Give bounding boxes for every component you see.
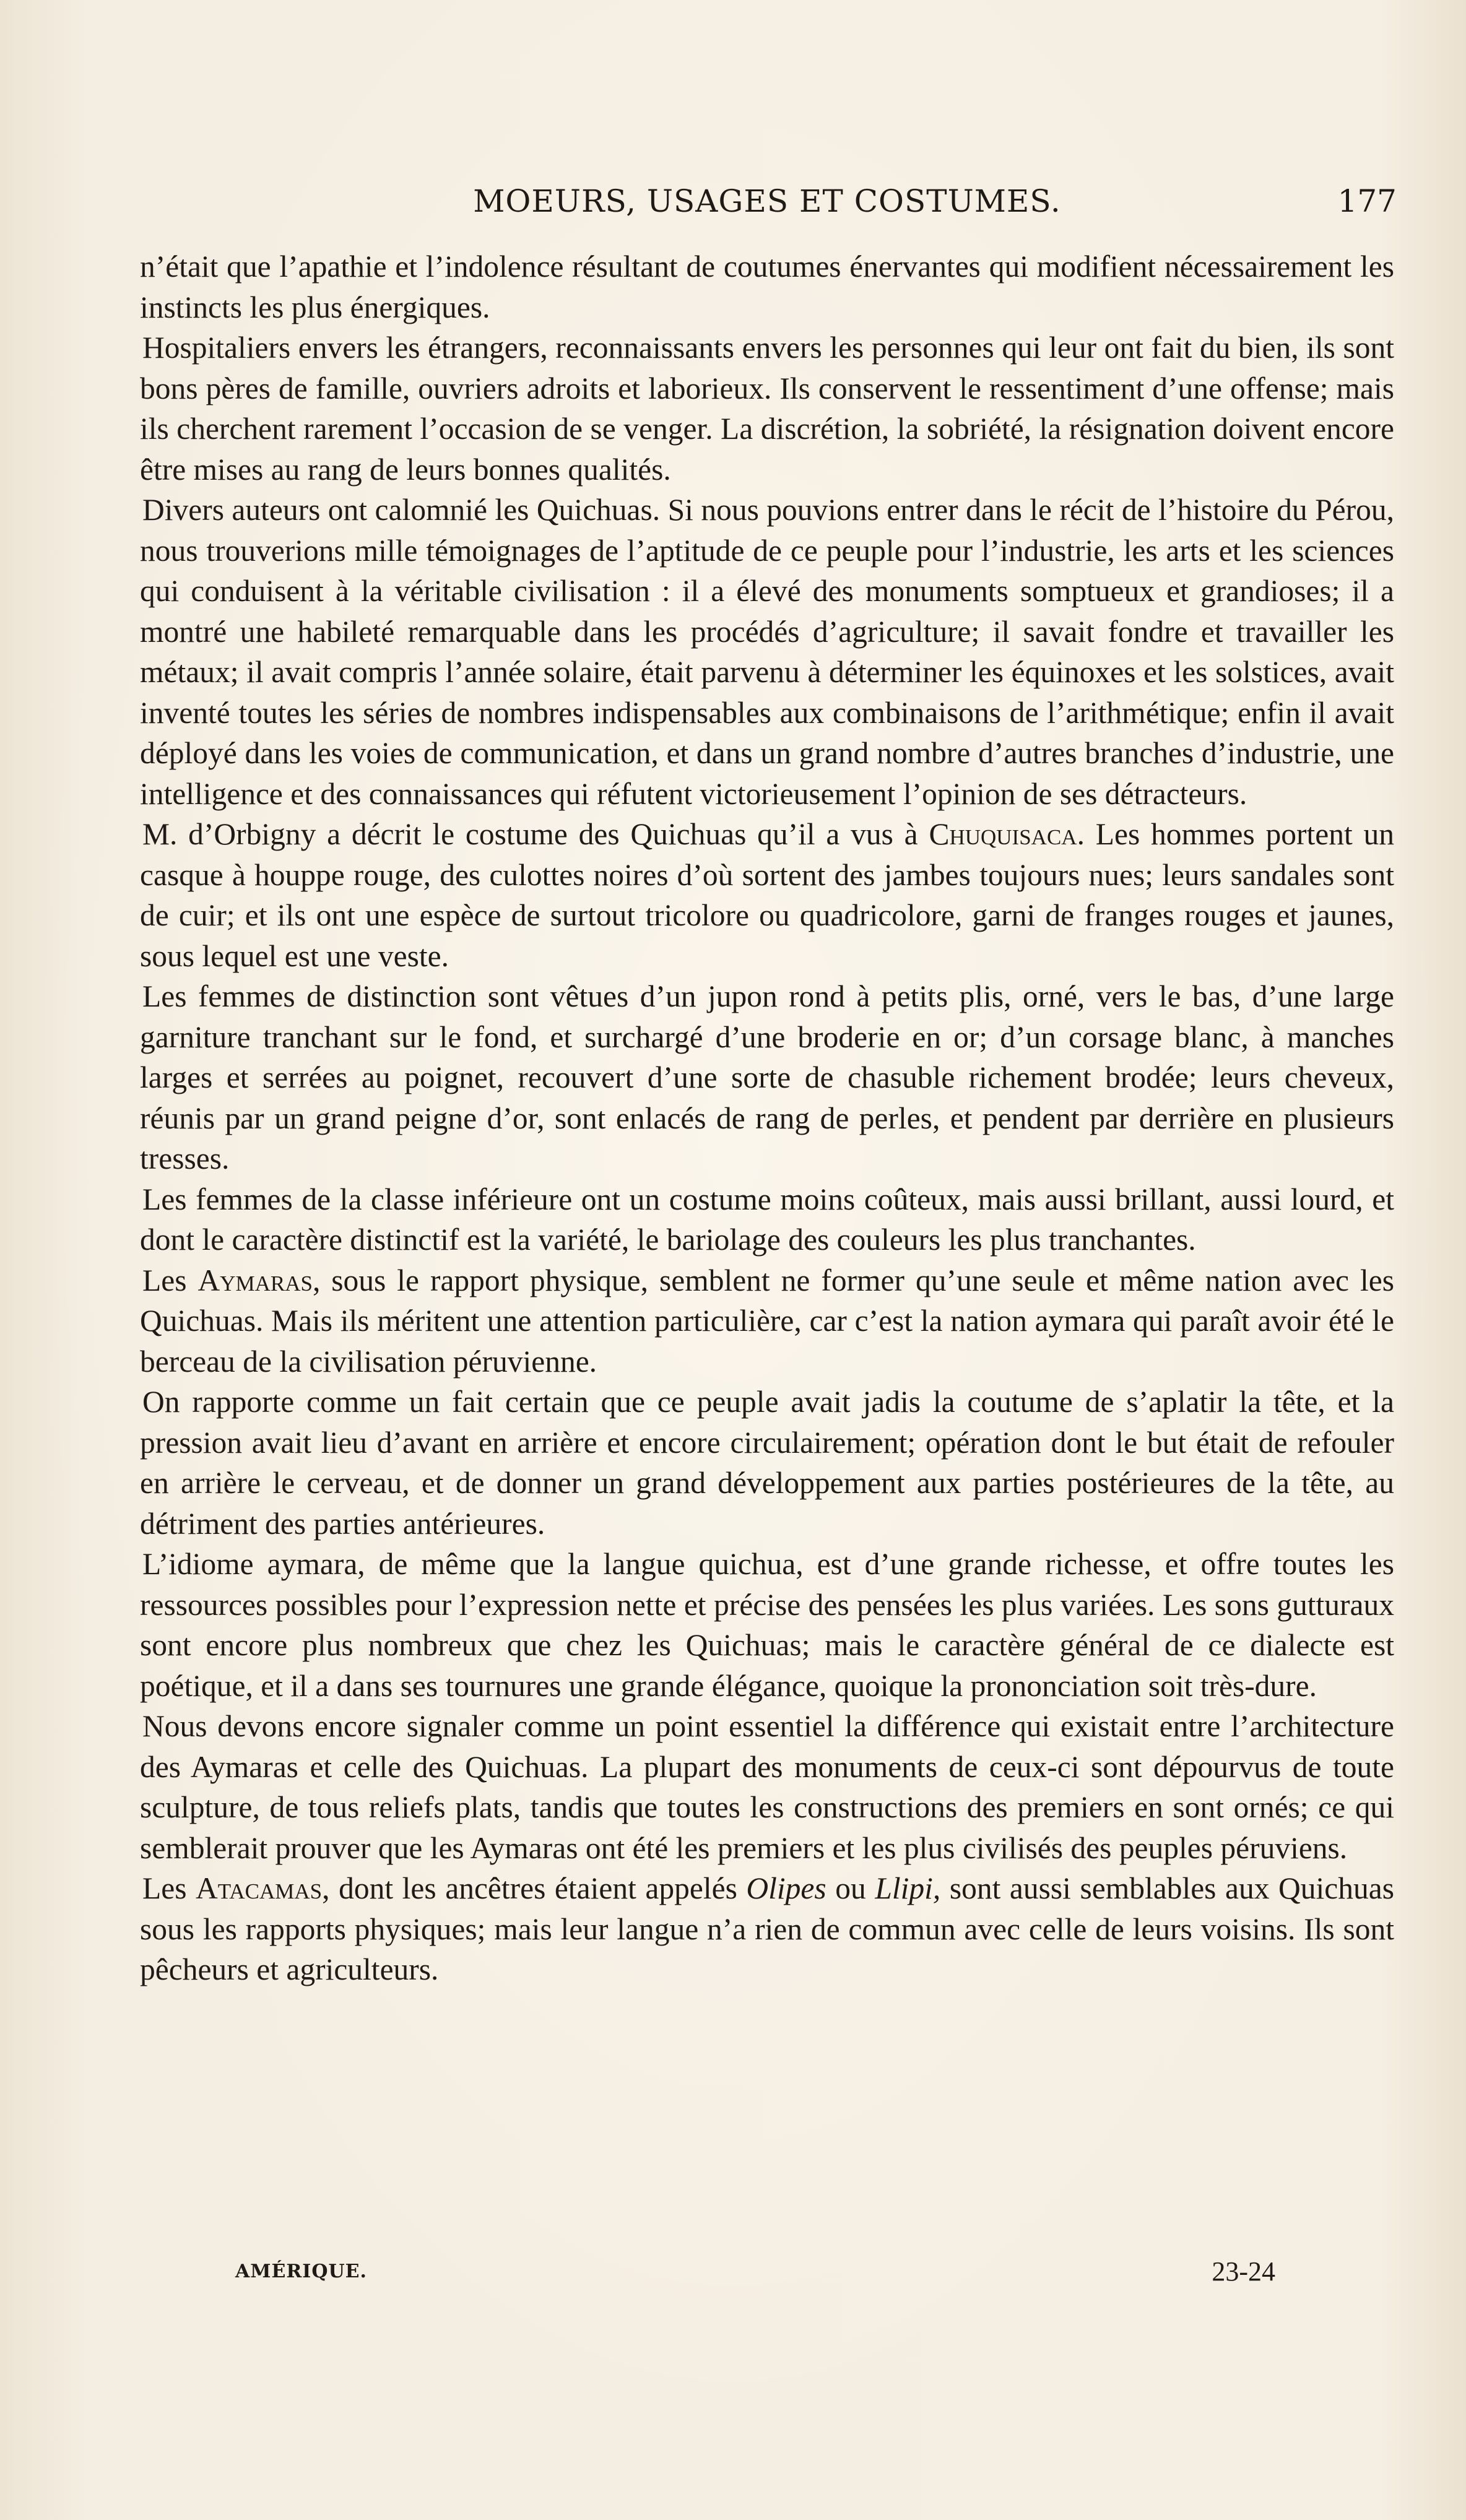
paragraph xyxy=(140,1868,1394,1990)
page-footer xyxy=(235,2253,1275,2290)
paragraph xyxy=(140,327,1394,490)
text-segment: Les xyxy=(142,1263,198,1297)
paragraph xyxy=(140,1544,1394,1706)
paragraph xyxy=(140,976,1394,1179)
text-segment: Les xyxy=(142,1871,196,1905)
paragraph xyxy=(140,246,1394,327)
text-segment: . Les hommes portent un casque à houppe rouge, des culottes noires d’où sortent des jambes toujours nues; leurs sandales sont de cuir; et ils ont une espèce de surtout tricolore ou quadricolore, garni de franges rouges et jaunes, sous lequel est une veste. xyxy=(140,817,1394,973)
paragraph xyxy=(140,1179,1394,1260)
text-segment: Hospitaliers envers les étrangers, reconnaissants envers les personnes qui leur ont fait du bien, ils sont bons pères de famille, ouvriers adroits et laborieux. Ils conservent le ressentiment d’une offense; mais ils cherchent rarement l’occasion de se venger. La discrétion, la sobriété, la résignation doivent encore être mises au rang de leurs bonnes qualités. xyxy=(140,331,1394,487)
proper-name-smallcaps: Aymaras xyxy=(197,1263,313,1297)
proper-name-smallcaps: Atacamas xyxy=(196,1871,323,1905)
page-header xyxy=(137,180,1397,223)
paragraph xyxy=(140,1706,1394,1868)
printer-signature: AMÉRIQUE. xyxy=(235,2261,367,2282)
paragraph xyxy=(140,490,1394,814)
text-segment: n’était que l’apathie et l’indolence résultant de coutumes énervantes qui modifient nécessairement les instincts les plus énergiques. xyxy=(140,249,1394,324)
italic-term: Olipes xyxy=(746,1871,826,1905)
body-text xyxy=(140,246,1394,1990)
text-segment: On rapporte comme un fait certain que ce peuple avait jadis la coutume de s’aplatir la tête, et la pression avait lieu d’avant en arrière et encore circulairement; opération dont le but était de refouler en arrière le cerveau, et de donner un grand développement aux parties postérieures de la tête, au détriment des parties antérieures. xyxy=(140,1385,1394,1541)
text-segment: Les femmes de distinction sont vêtues d’un jupon rond à petits plis, orné, vers le bas, d’une large garniture tranchant sur le fond, et surchargé d’une broderie en or; d’un corsage blanc, à manches larges et serrées au poignet, recouvert d’une sorte de chasuble richement brodée; leurs cheveux, réunis par un grand peigne d’or, sont enlacés de rang de perles, et pendent par derrière en plusieurs tresses. xyxy=(140,979,1394,1176)
proper-name-smallcaps: Chuquisaca xyxy=(929,817,1077,851)
running-title: MOEURS, USAGES ET COSTUMES. xyxy=(473,183,1061,219)
paragraph xyxy=(140,1382,1394,1544)
text-segment: sont aussi semblables aux Quichuas sous les rapports physiques; mais leur langue n’a rien de commun avec celle de leurs voisins. Ils sont pêcheurs et agriculteurs. xyxy=(140,1871,1394,1986)
italic-term: Llipi, xyxy=(875,1871,941,1905)
text-segment: M. d’Orbigny a décrit le costume des Quichuas qu’il a vus à xyxy=(142,817,929,851)
text-segment: ou xyxy=(826,1871,875,1905)
paragraph xyxy=(140,1260,1394,1382)
text-segment: Divers auteurs ont calomnié les Quichuas. Si nous pouvions entrer dans le récit de l’histoire du Pérou, nous trouverions mille témoignages de l’aptitude de ce peuple pour l’industrie, les arts et les sciences qui conduisent à la véritable civilisation : il a élevé des monuments somptueux et grandioses; il a montré une habileté remarquable dans les procédés d’agriculture; il savait fondre et travailler les métaux; il avait compris l’année solaire, était parvenu à déterminer les équinoxes et les solstices, avait inventé toutes les séries de nombres indispensables aux combinaisons de l’arithmétique; enfin il avait déployé dans les voies de communication, et dans un grand nombre d’autres branches d’industrie, une intelligence et des connaissances qui réfutent victorieusement l’opinion de ses détracteurs. xyxy=(140,493,1394,811)
paragraph xyxy=(140,814,1394,976)
sheet-number: 23-24 xyxy=(1212,2256,1275,2287)
text-segment: , sous le rapport physique, semblent ne former qu’une seule et même nation avec les Quichuas. Mais ils méritent une attention particulière, car c’est la nation aymara qui paraît avoir été le berceau de la civilisation péruvienne. xyxy=(140,1263,1394,1379)
text-segment: Les femmes de la classe inférieure ont un costume moins coûteux, mais aussi brillant, aussi lourd, et dont le caractère distinctif est la variété, le bariolage des couleurs les plus tranchantes. xyxy=(140,1182,1394,1257)
text-segment: L’idiome aymara, de même que la langue quichua, est d’une grande richesse, et offre toutes les ressources possibles pour l’expression nette et précise des pensées les plus variées. Les sons gutturaux sont encore plus nombreux que chez les Quichuas; mais le caractère général de ce dialecte est poétique, et il a dans ses tournures une grande élégance, quoique la prononciation soit très-dure. xyxy=(140,1547,1394,1703)
text-segment: Nous devons encore signaler comme un point essentiel la différence qui existait entre l’architecture des Aymaras et celle des Quichuas. La plupart des monuments de ceux-ci sont dépourvus de toute sculpture, de tous reliefs plats, tandis que toutes les constructions des premiers en sont ornés; ce qui semblerait prouver que les Aymaras ont été les premiers et les plus civilisés des peuples péruviens. xyxy=(140,1709,1394,1865)
text-segment: , dont les ancêtres étaient appelés xyxy=(322,1871,747,1905)
page-number: 177 xyxy=(1337,183,1397,219)
